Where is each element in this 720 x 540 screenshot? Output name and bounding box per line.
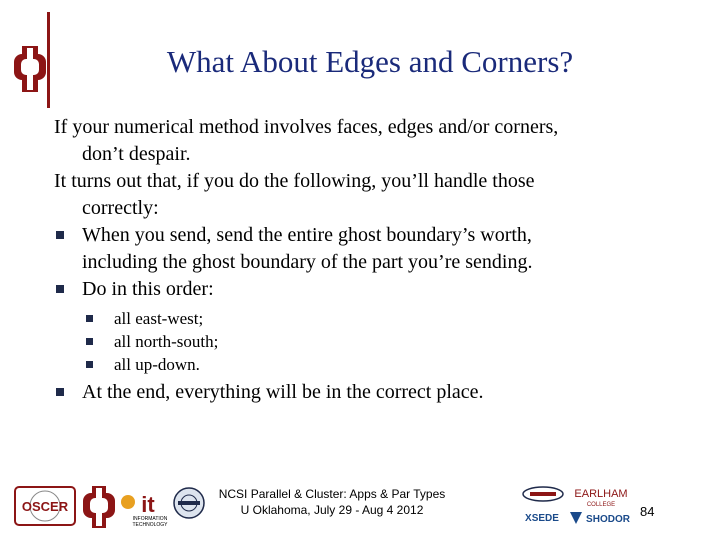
bullet-square-icon bbox=[56, 285, 64, 293]
footer-line: NCSI Parallel & Cluster: Apps & Par Types bbox=[218, 487, 446, 501]
sub-bullet-text: all up-down. bbox=[114, 355, 200, 374]
bullet-square-icon bbox=[56, 231, 64, 239]
xsede-logo-text: XSEDE bbox=[525, 513, 559, 524]
it-caption: TECHNOLOGY bbox=[132, 522, 168, 528]
sub-bullet-text: all north-south; bbox=[114, 332, 219, 351]
earlham-logo-text: COLLEGE bbox=[586, 502, 616, 508]
title-divider bbox=[47, 12, 50, 108]
intro-paragraph bbox=[54, 114, 694, 168]
bullet-square-icon bbox=[56, 388, 64, 396]
intro-line: It turns out that, if you do the following, you’ll handle those bbox=[54, 170, 535, 192]
footer-caption bbox=[206, 486, 458, 518]
bullet-text: Do in this order: bbox=[82, 278, 214, 300]
sub-bullet-item bbox=[54, 307, 694, 330]
sub-bullet-item bbox=[54, 353, 694, 376]
intro-line-cont: don’t despair. bbox=[82, 143, 191, 165]
bullet-item bbox=[54, 276, 694, 303]
it-logo-icon bbox=[120, 488, 170, 528]
oscer-logo-text: OSCER bbox=[21, 499, 69, 514]
slide-body bbox=[54, 114, 694, 406]
it-caption: INFORMATION bbox=[132, 516, 168, 522]
bullet-text: At the end, everything will be in the correct place. bbox=[82, 381, 484, 403]
sub-bullet-item bbox=[54, 330, 694, 353]
earlham-logo-text: EARLHAM bbox=[574, 488, 628, 500]
bullet-square-icon bbox=[86, 361, 93, 368]
footer-line: U Oklahoma, July 29 - Aug 4 2012 bbox=[240, 503, 424, 517]
it-logo-text: it bbox=[141, 492, 155, 517]
shodor-logo-text: SHODOR bbox=[586, 514, 630, 525]
bullet-item bbox=[54, 222, 694, 276]
slide-title: What About Edges and Corners? bbox=[166, 44, 574, 79]
shodor-logo-icon bbox=[568, 508, 634, 528]
slide-footer bbox=[0, 480, 720, 540]
intro-paragraph bbox=[54, 168, 694, 222]
bullet-text-cont: including the ghost boundary of the part you’re sending. bbox=[82, 251, 533, 273]
bullet-item bbox=[54, 379, 694, 406]
xsede-logo-icon bbox=[520, 506, 564, 528]
sub-bullet-text: all east-west; bbox=[114, 309, 204, 328]
ou-logo-icon bbox=[12, 46, 48, 92]
cyberinfrastructure-logo-icon bbox=[172, 486, 206, 520]
page-number: 84 bbox=[640, 504, 655, 519]
ou-footer-logo-icon bbox=[82, 486, 116, 528]
bullet-square-icon bbox=[86, 338, 93, 345]
oscer-logo-icon bbox=[14, 486, 76, 526]
intro-line: If your numerical method involves faces, edges and/or corners, bbox=[54, 116, 559, 138]
bullet-square-icon bbox=[86, 315, 93, 322]
intro-line-cont: correctly: bbox=[82, 197, 159, 219]
earlham-logo-icon bbox=[568, 486, 634, 508]
ncsi-logo-icon bbox=[522, 486, 564, 502]
bullet-text: When you send, send the entire ghost boundary’s worth, bbox=[82, 224, 532, 246]
